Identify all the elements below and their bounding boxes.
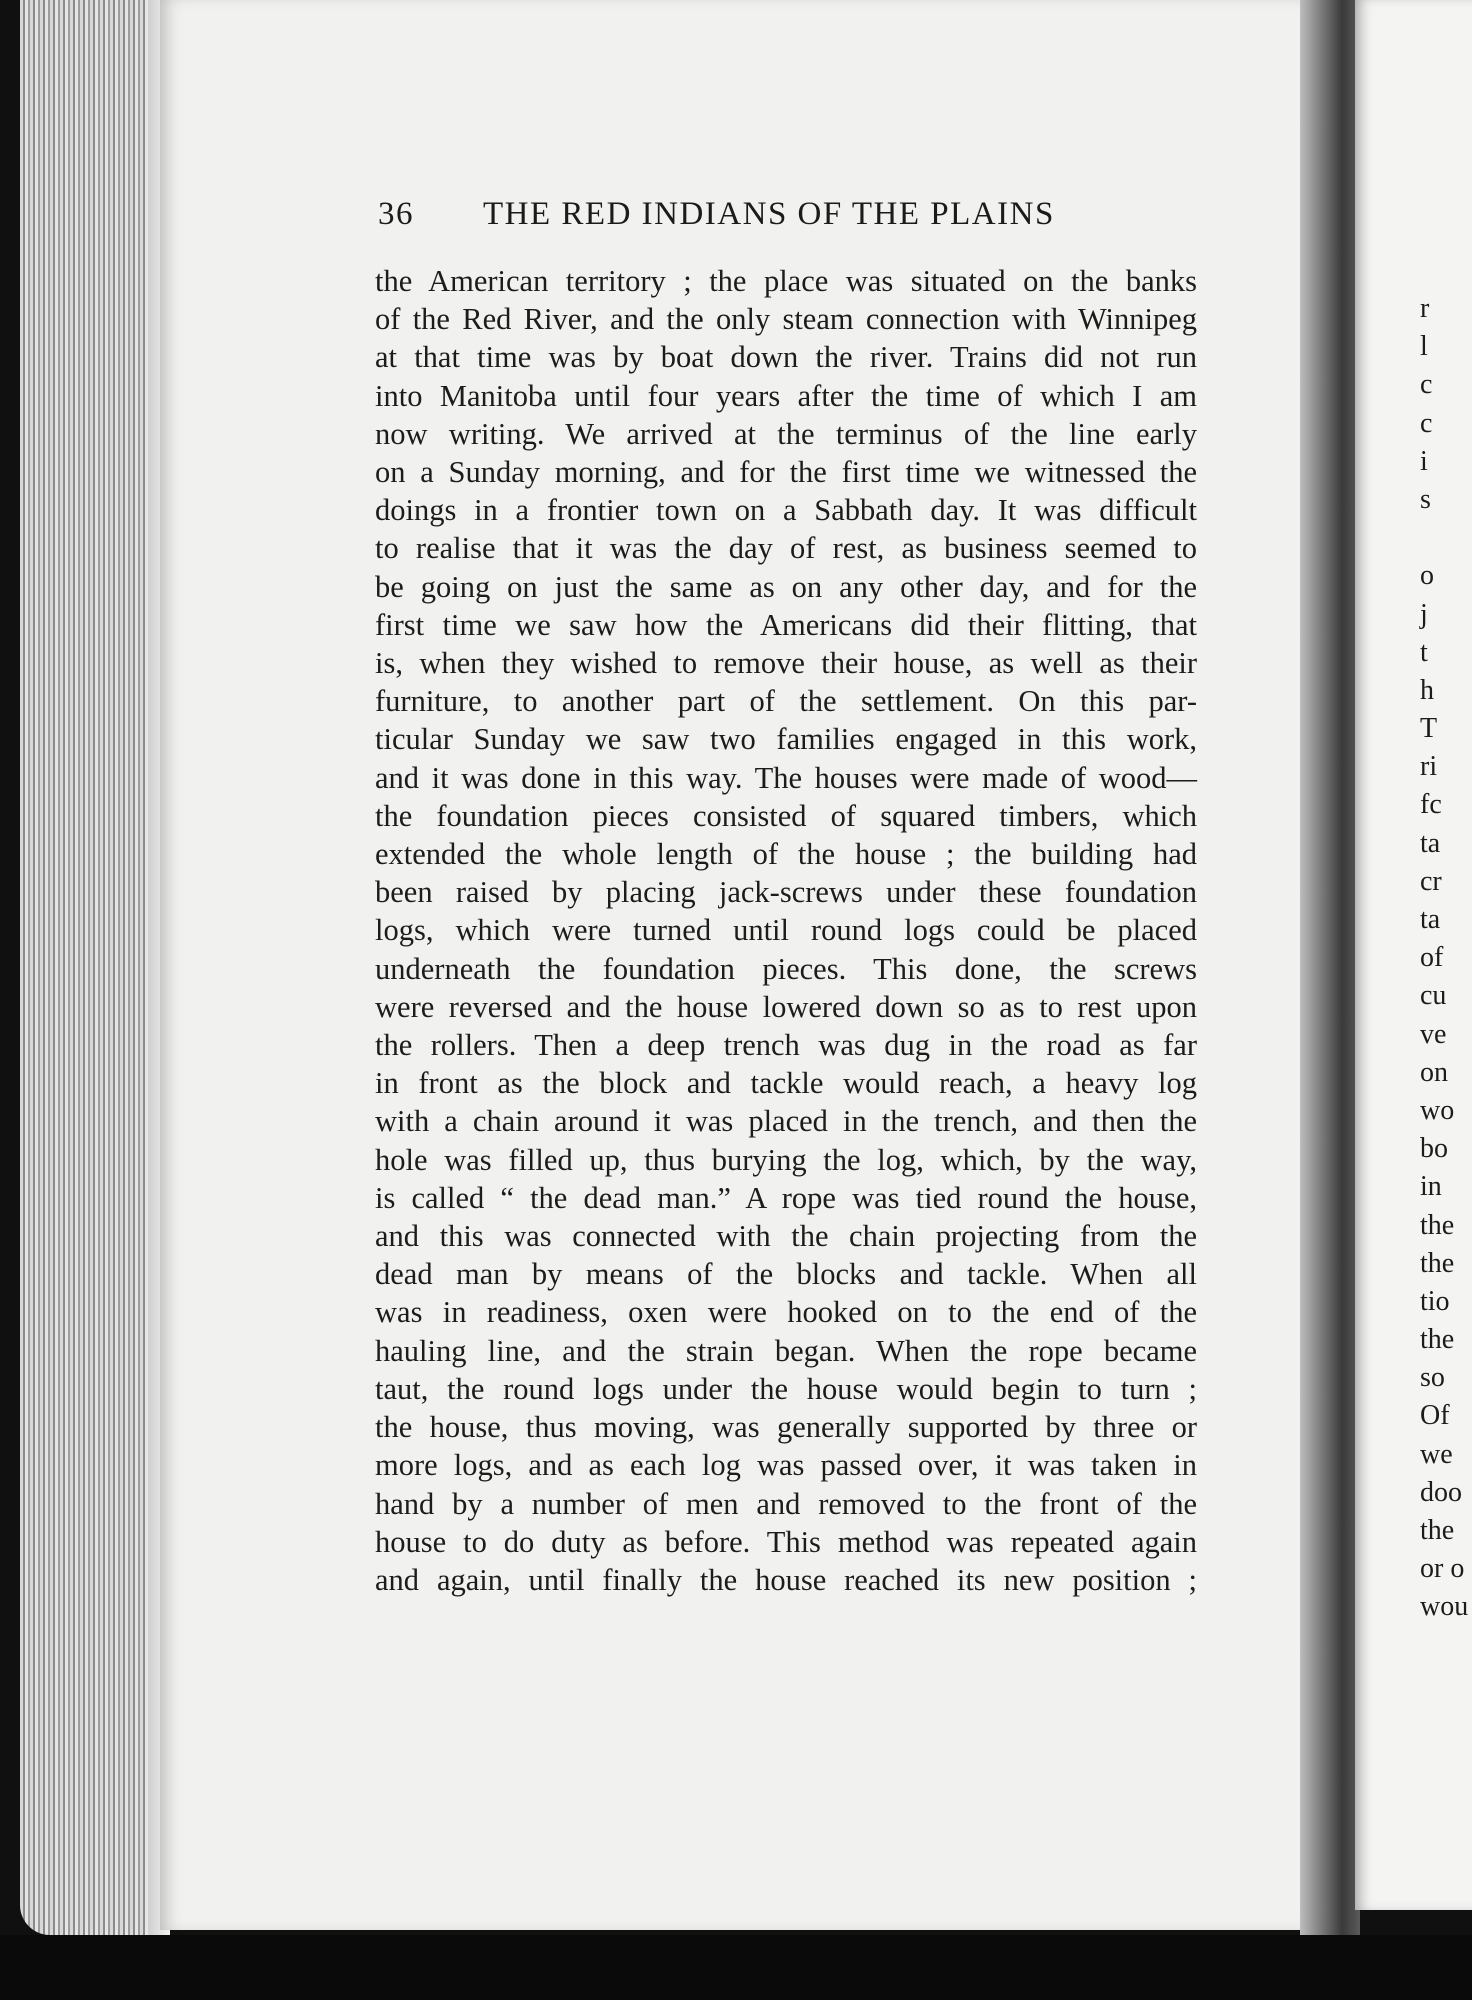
text-line: underneath the foundation pieces. This done, the screws [375, 951, 1197, 986]
facing-page-fragment: the [1420, 1247, 1455, 1279]
running-title: THE RED INDIANS OF THE PLAINS [483, 196, 1055, 232]
text-line: more logs, and as each log was passed over, it was taken in [375, 1448, 1197, 1483]
facing-page-fragment: i [1420, 445, 1428, 477]
facing-page-fragment: c [1420, 369, 1433, 401]
text-line: the foundation pieces consisted of squared timbers, which [375, 798, 1197, 833]
text-line: hole was filled up, thus burying the log, which, by the way, [375, 1142, 1197, 1177]
facing-page-fragment: r [1420, 293, 1430, 324]
facing-page-fragment: o [1420, 560, 1434, 592]
facing-page-fragment: doo [1420, 1476, 1462, 1508]
page-edges [20, 0, 170, 1935]
facing-page-fragment: wo [1420, 1094, 1455, 1126]
text-line: is called “ the dead man.” A rope was tied round the house, [375, 1180, 1197, 1215]
text-line: hand by a number of men and removed to the front of the [375, 1486, 1197, 1521]
facing-page-fragment: or o [1420, 1553, 1465, 1585]
page-number: 36 [378, 196, 414, 232]
text-line: into Manitoba until four years after the time of which I am [375, 378, 1197, 413]
facing-page-fragment: bo [1420, 1133, 1448, 1165]
facing-page-fragment: t [1420, 636, 1428, 668]
facing-page-fragment: cu [1420, 980, 1447, 1012]
text-line: taut, the round logs under the house would begin to turn ; [375, 1371, 1197, 1406]
facing-page-fragment: the [1420, 1209, 1455, 1241]
facing-page-fragment: c [1420, 407, 1433, 439]
facing-page-fragment: the [1420, 1515, 1455, 1546]
facing-page-fragment [1420, 519, 1472, 557]
text-line: extended the whole length of the house ; the building had [375, 837, 1197, 872]
facing-page-fragment: the [1420, 1324, 1455, 1356]
text-line: hauling line, and the strain began. When the rope became [375, 1333, 1197, 1368]
text-line: with a chain around it was placed in the trench, and then the [375, 1104, 1197, 1139]
text-line: the American territory ; the place was situated on the banks [375, 264, 1197, 298]
facing-page-fragment: ve [1420, 1018, 1447, 1050]
facing-page-fragment: Of [1420, 1400, 1450, 1432]
facing-page-text [1420, 290, 1472, 1627]
text-line: doings in a frontier town on a Sabbath day. It was difficult [375, 493, 1197, 528]
text-line: on a Sunday morning, and for the first time we witnessed the [375, 455, 1197, 490]
facing-page-fragment: of [1420, 942, 1444, 974]
text-line: at that time was by boat down the river. Trains did not run [375, 340, 1197, 375]
text-line: the house, thus moving, was generally supported by three or [375, 1410, 1197, 1445]
text-line: is, when they wished to remove their house, as well as their [375, 646, 1197, 681]
text-line: logs, which were turned until round logs could be placed [375, 913, 1197, 948]
facing-page-fragment: j [1420, 598, 1428, 630]
text-line: dead man by means of the blocks and tackle. When all [375, 1257, 1197, 1292]
text-line: now writing. We arrived at the terminus of the line early [375, 416, 1197, 451]
facing-page-fragment: so [1420, 1362, 1445, 1394]
running-head [378, 196, 1108, 233]
text-line: to realise that it was the day of rest, as business seemed to [375, 531, 1197, 566]
text-line: were reversed and the house lowered down so as to rest upon [375, 989, 1197, 1024]
book-gutter [1300, 0, 1360, 1945]
facing-page-fragment: wou [1420, 1591, 1469, 1623]
facing-page-fragment: ta [1420, 904, 1441, 935]
scan-border [0, 1935, 1472, 2000]
text-line: ticular Sunday we saw two families engaged in this work, [375, 722, 1197, 757]
text-line: furniture, to another part of the settlement. On this par- [375, 684, 1197, 719]
text-line: and this was connected with the chain projecting from the [375, 1219, 1197, 1254]
facing-page-fragment: h [1420, 674, 1434, 706]
facing-page-fragment: s [1420, 483, 1431, 515]
facing-page-fragment: on [1420, 1056, 1448, 1088]
text-line: been raised by placing jack-screws under these foundation [375, 875, 1197, 910]
text-line: and it was done in this way. The houses were made of wood— [375, 760, 1197, 795]
facing-page-fragment: l [1420, 331, 1428, 363]
text-line: and again, until finally the house reached its new position ; [375, 1562, 1197, 1597]
facing-page-fragment: ta [1420, 827, 1441, 859]
facing-page-fragment: T [1420, 713, 1438, 745]
text-line: was in readiness, oxen were hooked on to the end of the [375, 1295, 1197, 1330]
facing-page-fragment: ri [1420, 751, 1438, 783]
text-line: first time we saw how the Americans did their flitting, that [375, 607, 1197, 642]
text-line: of the Red River, and the only steam connection with Winnipeg [375, 302, 1197, 337]
text-line: in front as the block and tackle would reach, a heavy log [375, 1066, 1197, 1101]
facing-page-fragment: tio [1420, 1285, 1450, 1317]
text-line: be going on just the same as on any other day, and for the [375, 569, 1197, 604]
facing-page-fragment: we [1420, 1438, 1453, 1470]
text-line: the rollers. Then a deep trench was dug in the road as far [375, 1028, 1197, 1063]
facing-page-fragment: fc [1420, 789, 1442, 821]
body-text [375, 262, 1197, 1599]
facing-page-fragment: in [1420, 1171, 1442, 1203]
facing-page-fragment: cr [1420, 865, 1442, 897]
text-line: house to do duty as before. This method was repeated again [375, 1524, 1197, 1559]
